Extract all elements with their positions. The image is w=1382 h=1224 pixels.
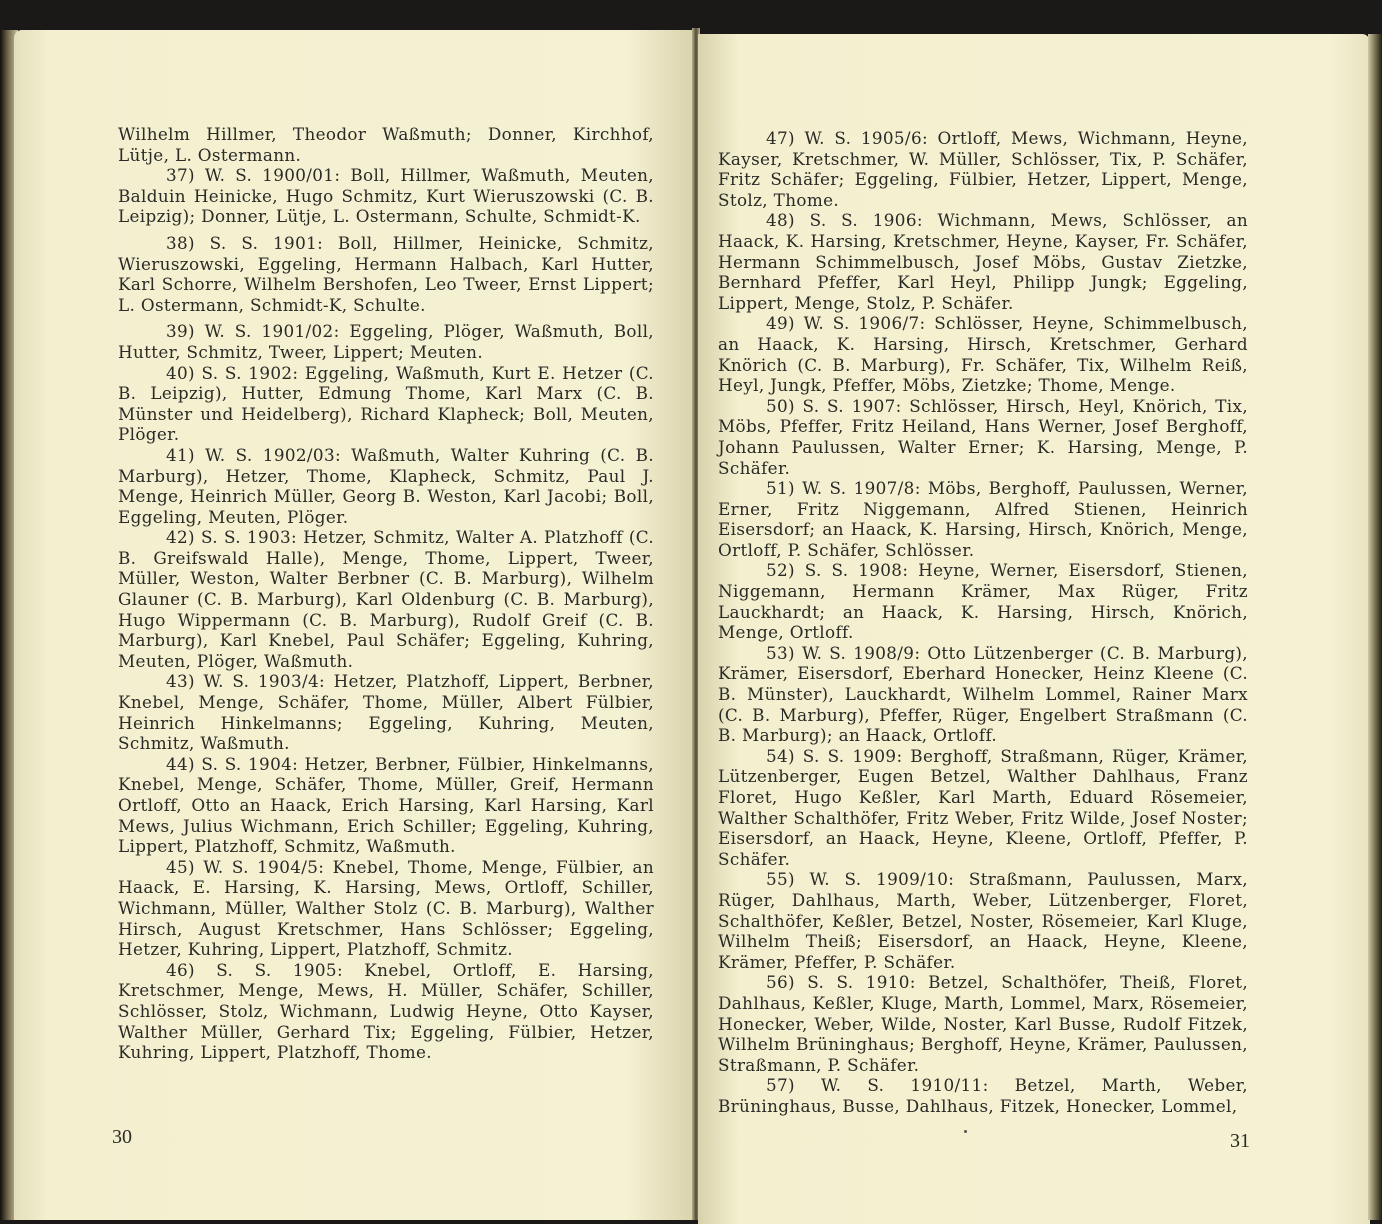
page-number: 31 bbox=[1230, 1130, 1250, 1152]
book-edge-right bbox=[1368, 34, 1382, 1220]
paragraph: 56) S. S. 1910: Betzel, Schalthöfer, Theiß, Floret, Dahlhaus, Keßler, Kluge, Marth, Lommel, Marx, Rösemeier, Honecker, Weber, Wilde, Noster, Karl Busse, Rudolf Fitzek, Wilhelm Brüninghaus; Berghoff, Heyne, Krämer, Paulussen, Straßmann, P. Schäfer. bbox=[718, 972, 1248, 1075]
paragraph: 42) S. S. 1903: Hetzer, Schmitz, Walter A. Platzhoff (C. B. Greifswald Halle), Menge, Thome, Lippert, Tweer, Müller, Weston, Walter Berbner (C. B. Marburg), Wilhelm Glauner (C. B. Marburg), Karl Oldenburg (C. B. Marburg), Hugo Wippermann (C. B. Marburg), Rudolf Greif (C. B. Marburg), Karl Knebel, Paul Schäfer; Eggeling, Kuhring, Meuten, Plöger, Waßmuth. bbox=[118, 527, 654, 671]
paper-speck bbox=[964, 1130, 967, 1133]
paragraph: Wilhelm Hillmer, Theodor Waßmuth; Donner, Kirchhof, Lütje, L. Ostermann. bbox=[118, 124, 654, 165]
paragraph: 49) W. S. 1906/7: Schlösser, Heyne, Schimmelbusch, an Haack, K. Harsing, Hirsch, Kretschmer, Gerhard Knörich (C. B. Marburg), Fr. Schäfer, Tix, Wilhelm Reiß, Heyl, Jungk, Pfeffer, Möbs, Zietzke; Thome, Menge. bbox=[718, 313, 1248, 396]
right-page-text bbox=[718, 128, 1248, 1117]
paragraph: 41) W. S. 1902/03: Waßmuth, Walter Kuhring (C. B. Marburg), Hetzer, Thome, Klapheck, Schmitz, Paul J. Menge, Heinrich Müller, Georg B. Weston, Karl Jacobi; Boll, Eggeling, Meuten, Plöger. bbox=[118, 444, 654, 527]
left-page-text bbox=[118, 124, 654, 1063]
page-number: 30 bbox=[112, 1126, 132, 1148]
paragraph: 44) S. S. 1904: Hetzer, Berbner, Fülbier, Hinkelmanns, Knebel, Menge, Schäfer, Thome, Müller, Greif, Hermann Ortloff, Otto an Haack, Erich Harsing, Karl Harsing, Karl Mews, Julius Wichmann, Erich Schiller; Eggeling, Kuhring, Lippert, Platzhoff, Schmitz, Waßmuth. bbox=[118, 753, 654, 857]
paragraph: 55) W. S. 1909/10: Straßmann, Paulussen, Marx, Rüger, Dahlhaus, Marth, Weber, Lützenberger, Floret, Schalthöfer, Keßler, Betzel, Noster, Rösemeier, Karl Kluge, Wilhelm Theiß; Eisersdorf, an Haack, Heyne, Kleene, Krämer, Pfeffer, P. Schäfer. bbox=[718, 869, 1248, 972]
paragraph: 43) W. S. 1903/4: Hetzer, Platzhoff, Lippert, Berbner, Knebel, Menge, Schäfer, Thome, Müller, Albert Fülbier, Heinrich Hinkelmanns; Eggeling, Kuhring, Meuten, Schmitz, Waßmuth. bbox=[118, 671, 654, 754]
paragraph: 51) W. S. 1907/8: Möbs, Berghoff, Paulussen, Werner, Erner, Fritz Niggemann, Alfred Stienen, Heinrich Eisersdorf; an Haack, K. Harsing, Hirsch, Knörich, Menge, Ortloff, P. Schäfer, Schlösser. bbox=[718, 478, 1248, 560]
paragraph: 50) S. S. 1907: Schlösser, Hirsch, Heyl, Knörich, Tix, Möbs, Pfeffer, Fritz Heiland, Hans Werner, Josef Berghoff, Johann Paulussen, Walter Erner; K. Harsing, Menge, P. Schäfer. bbox=[718, 395, 1248, 478]
paragraph: 39) W. S. 1901/02: Eggeling, Plöger, Waßmuth, Boll, Hutter, Schmitz, Tweer, Lippert; Meuten. bbox=[118, 321, 654, 362]
paragraph: 53) W. S. 1908/9: Otto Lützenberger (C. B. Marburg), Krämer, Eisersdorf, Eberhard Honecker, Heinz Kleene (C. B. Münster), Lauckhardt, Wilhelm Lommel, Rainer Marx (C. B. Marburg), Pfeffer, Rüger, Engelbert Straßmann (C. B. Marburg); an Haack, Ortloff. bbox=[718, 642, 1248, 746]
paragraph: 57) W. S. 1910/11: Betzel, Marth, Weber, Brüninghaus, Busse, Dahlhaus, Fitzek, Honecker, Lommel, bbox=[718, 1075, 1248, 1116]
paragraph: 37) W. S. 1900/01: Boll, Hillmer, Waßmuth, Meuten, Balduin Heinicke, Hugo Schmitz, Kurt Wieruszowski (C. B. Leipzig); Donner, Lütje, L. Ostermann, Schulte, Schmidt-K. bbox=[118, 165, 654, 227]
paragraph: 47) W. S. 1905/6: Ortloff, Mews, Wichmann, Heyne, Kayser, Kretschmer, W. Müller, Schlösser, Tix, P. Schäfer, Fritz Schäfer; Eggeling, Fülbier, Hetzer, Lippert, Menge, Stolz, Thome. bbox=[718, 128, 1248, 210]
paragraph: 48) S. S. 1906: Wichmann, Mews, Schlösser, an Haack, K. Harsing, Kretschmer, Heyne, Kayser, Fr. Schäfer, Hermann Schimmelbusch, Josef Möbs, Gustav Zietzke, Bernhard Pfeffer, Karl Heyl, Philipp Jungk; Eggeling, Lippert, Menge, Stolz, P. Schäfer. bbox=[718, 210, 1248, 313]
paragraph: 40) S. S. 1902: Eggeling, Waßmuth, Kurt E. Hetzer (C. B. Leipzig), Hutter, Edmung Thome, Karl Marx (C. B. Münster und Heidelberg), Richard Klapheck; Boll, Meuten, Plöger. bbox=[118, 362, 654, 445]
paragraph: 52) S. S. 1908: Heyne, Werner, Eisersdorf, Stienen, Niggemann, Hermann Krämer, Max Rüger, Fritz Lauckhardt; an Haack, K. Harsing, Hirsch, Knörich, Menge, Ortloff. bbox=[718, 560, 1248, 643]
paragraph: 46) S. S. 1905: Knebel, Ortloff, E. Harsing, Kretschmer, Menge, Mews, H. Müller, Schäfer, Schiller, Schlösser, Stolz, Wichmann, Ludwig Heyne, Otto Kayser, Walther Müller, Gerhard Tix; Eggeling, Fülbier, Hetzer, Kuhring, Lippert, Platzhoff, Thome. bbox=[118, 959, 654, 1063]
right-page bbox=[698, 34, 1370, 1224]
left-page bbox=[14, 30, 694, 1220]
paragraph: 54) S. S. 1909: Berghoff, Straßmann, Rüger, Krämer, Lützenberger, Eugen Betzel, Walther Dahlhaus, Franz Floret, Hugo Keßler, Karl Marth, Eduard Rösemeier, Walther Schalthöfer, Fritz Weber, Fritz Wilde, Josef Noster; Eisersdorf, an Haack, Heyne, Kleene, Ortloff, Pfeffer, P. Schäfer. bbox=[718, 745, 1248, 869]
paragraph: 45) W. S. 1904/5: Knebel, Thome, Menge, Fülbier, an Haack, E. Harsing, K. Harsing, Mews, Ortloff, Schiller, Wichmann, Müller, Walther Stolz (C. B. Marburg), Walther Hirsch, August Kretschmer, Hans Schlösser; Eggeling, Hetzer, Kuhring, Lippert, Platzhoff, Schmitz. bbox=[118, 856, 654, 960]
paragraph: 38) S. S. 1901: Boll, Hillmer, Heinicke, Schmitz, Wieruszowski, Eggeling, Hermann Halbach, Karl Hutter, Karl Schorre, Wilhelm Bershofen, Leo Tweer, Ernst Lippert; L. Ostermann, Schmidt-K, Schulte. bbox=[118, 232, 654, 315]
